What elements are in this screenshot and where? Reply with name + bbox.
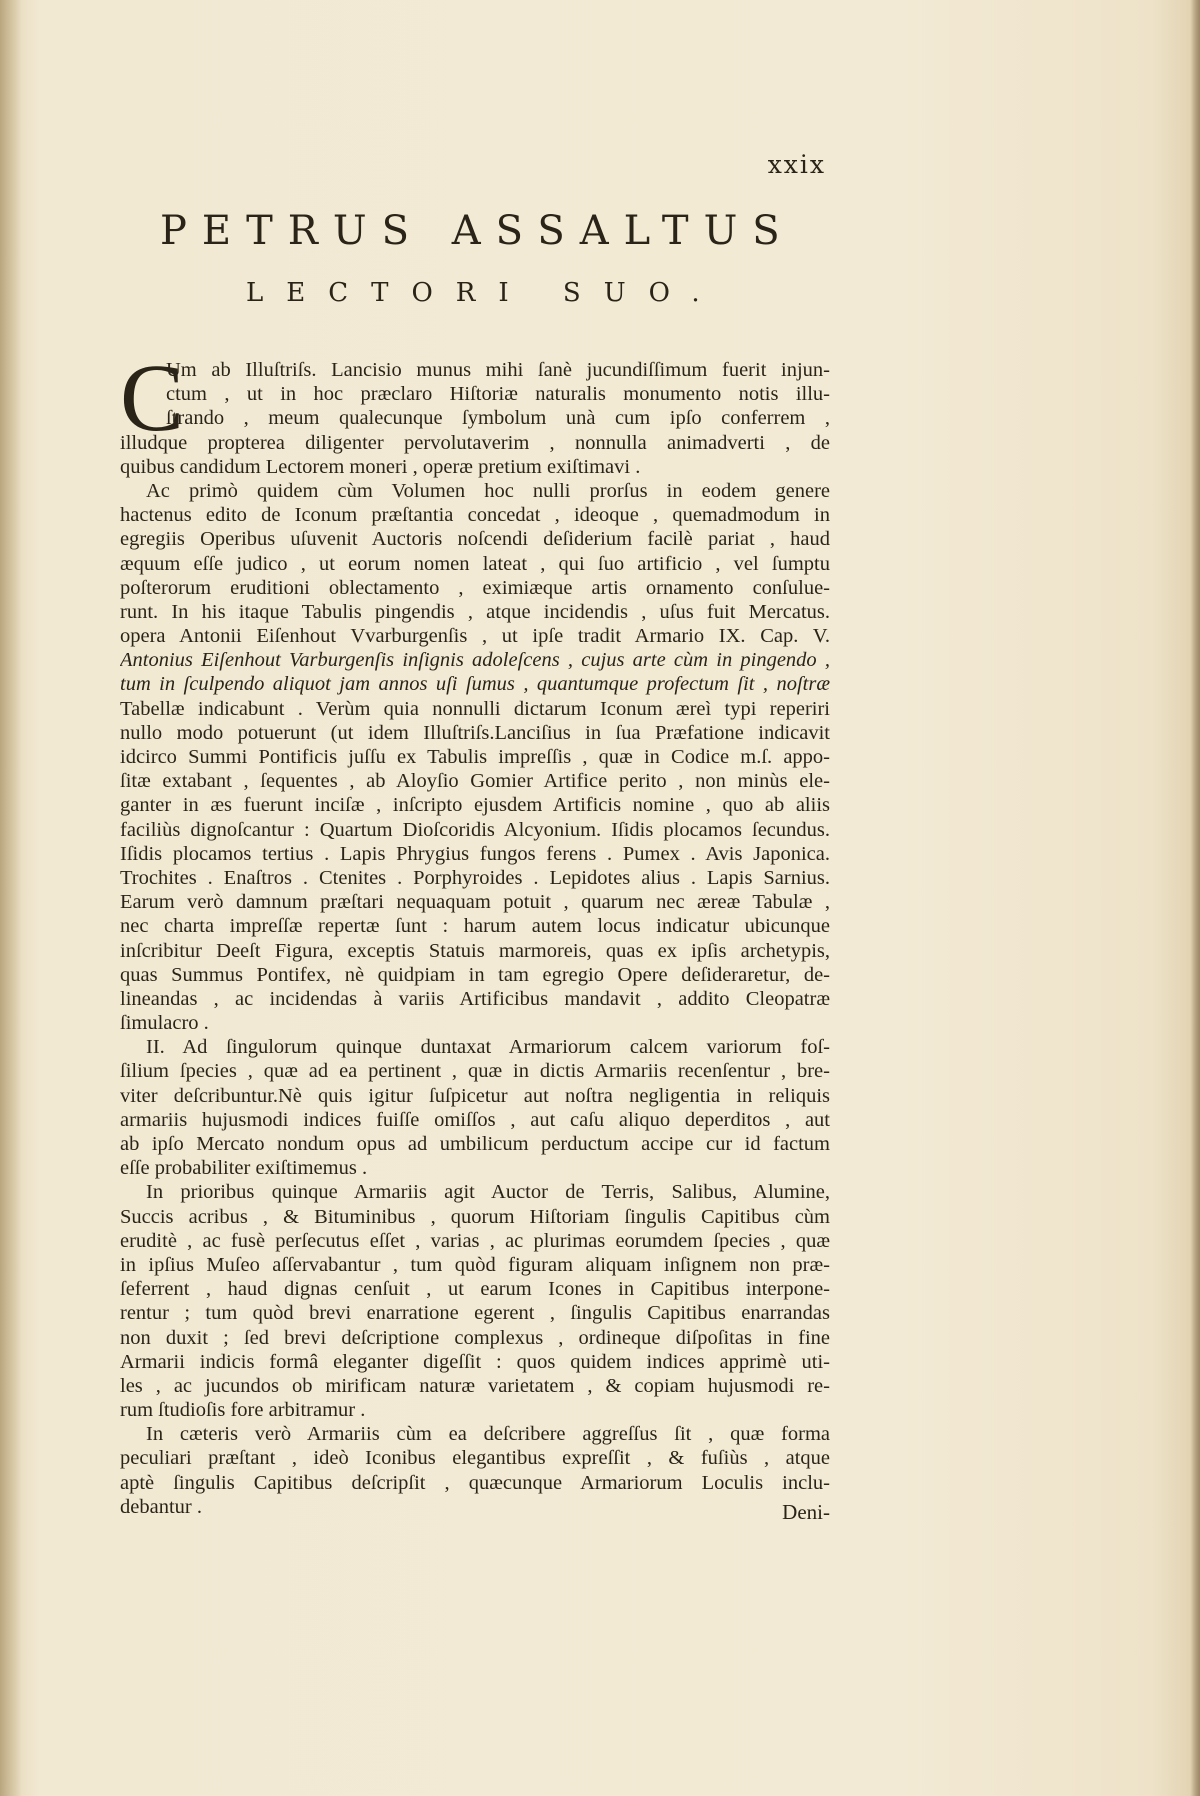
text-line: peculiari præſtant , ideò Iconibus elegantibus expreſſit , & fuſiùs , atque <box>120 1447 830 1470</box>
body-text <box>120 344 830 1519</box>
text-line: in ipſius Muſeo aſſervabantur , tum quòd figuram aliquam inſignem non præ- <box>120 1253 830 1276</box>
text-line: In prioribus quinque Armariis agit Auctor de Terris, Salibus, Alumine, <box>146 1181 830 1204</box>
text-line: II. Ad ſingulorum quinque duntaxat Armariorum calcem variorum foſ- <box>146 1036 830 1059</box>
text-line: Trochites . Enaſtros . Ctenites . Porphyroides . Lepidotes alius . Lapis Sarnius. <box>120 866 830 889</box>
text-line: non duxit ; ſed brevi deſcriptione complexus , ordineque diſpoſitas in fine <box>120 1326 830 1349</box>
text-line: faciliùs dignoſcantur : Quartum Dioſcoridis Alcyonium. Iſidis plocamos ſecundus. <box>120 818 830 841</box>
text-line: debantur . <box>120 1495 202 1518</box>
text-line: Ac primò quidem cùm Volumen hoc nulli prorſus in eodem genere <box>146 479 830 502</box>
text-line: Succis acribus , & Bituminibus , quorum Hiſtoriam ſingulis Capitibus cùm <box>120 1205 830 1228</box>
text-line: quas Summus Pontifex, nè quidpiam in tam egregio Opere deſideraretur, de- <box>120 963 830 986</box>
text-line: æquum eſſe judico , ut eorum nomen lateat , qui ſuo artificio , vel ſumptu <box>120 552 830 575</box>
text-line: Tabellæ indicabunt . Verùm quia nonnulli dictarum Iconum æreì typi reperiri <box>120 697 830 720</box>
page-title: PETRUS ASSALTUS <box>160 208 795 254</box>
text-line: lineandas , ac incidendas à variis Artificibus mandavit , addito Cleopatræ <box>120 987 830 1010</box>
page-subtitle: LECTORI SUO. <box>246 278 723 308</box>
text-line: ſimulacro . <box>120 1012 209 1035</box>
text-line: poſterorum eruditioni oblectamento , eximiæque artis ornamento conſulue- <box>120 576 830 599</box>
text-line: aptè ſingulis Capitibus deſcripſit , quæcunque Armariorum Loculis inclu- <box>120 1471 830 1494</box>
text-line: Um ab Illuſtriſs. Lancisio munus mihi ſanè jucundiſſimum fuerit injun- <box>166 359 830 381</box>
text-line: armariis hujusmodi indices fuiſſe omiſſos , aut caſu aliquo deperditos , aut <box>120 1108 830 1131</box>
text-line: ctum , ut in hoc præclaro Hiſtoriæ naturalis monumento notis illu- <box>166 383 830 406</box>
text-line: runt. In his itaque Tabulis pingendis , atque incidendis , uſus fuit Mercatus. <box>120 600 830 623</box>
text-line: eſſe probabiliter exiſtimemus . <box>120 1157 368 1180</box>
text-line: idcirco Summi Pontificis juſſu ex Tabulis impreſſis , quæ in Codice m.ſ. appo- <box>120 746 830 768</box>
text-line: rentur ; tum quòd brevi enarratione egerent , ſingulis Capitibus enarrandas <box>120 1302 830 1325</box>
text-line: egregiis Operibus uſuvenit Auctoris noſcendi deſiderium facilè pariat , haud <box>120 528 830 551</box>
text-line: Armarii indicis formâ eleganter digeſſit : quos quidem indices apprimè uti- <box>120 1350 830 1373</box>
text-line: inſcribitur Deeſt Figura, exceptis Statuis marmoreis, quas ex ipſis archetypis, <box>120 939 830 962</box>
catchword: Deni- <box>782 1500 830 1524</box>
text-line: les , ac jucundos ob mirificam naturæ varietatem , & copiam hujusmodi re- <box>120 1374 830 1397</box>
text-line: ſilium ſpecies , quæ ad ea pertinent , quæ in dictis Armariis recenſentur , bre- <box>120 1060 830 1083</box>
text-line: ab ipſo Mercato nondum opus ad umbilicum perductum accipe cur id factum <box>120 1133 830 1155</box>
text-lines <box>120 344 830 1519</box>
text-line: rum ſtudioſis fore arbitramur . <box>120 1399 366 1422</box>
text-line: Antonius Eiſenhout Varburgenſis inſignis adoleſcens , cujus arte cùm in pingendo , <box>120 649 830 672</box>
text-line: nullo modo potuerunt (ut idem Illuſtriſs.Lanciſius in ſua Præfatione indicavit <box>120 721 830 744</box>
page-edge-shadow <box>1190 0 1200 1796</box>
text-line: hactenus edito de Iconum præſtantia concedat , ideoque , quemadmodum in <box>120 504 830 527</box>
text-line: illudque propterea diligenter pervolutaverim , nonnulla animadverti , de <box>120 431 830 454</box>
text-line: tum in ſculpendo aliquot jam annos uſi ſumus , quantumque profectum ſit , noſtræ <box>120 673 830 696</box>
text-line: quibus candidum Lectorem moneri , operæ pretium exiſtimavi . <box>120 455 641 478</box>
drop-capital: C <box>120 344 185 451</box>
page-number: xxix <box>767 150 826 179</box>
text-line: nec charta impreſſæ repertæ ſunt : harum autem locus indicatur ubicunque <box>120 915 830 938</box>
text-line: ſtrando , meum qualecunque ſymbolum unà cum ipſo conferrem , <box>166 407 830 430</box>
text-line: viter deſcribuntur.Nè quis igitur ſuſpicetur aut noſtra negligentia in reliquis <box>120 1084 830 1107</box>
text-line: opera Antonii Eiſenhout Vvarburgenſis , ut ipſe tradit Armario IX. Cap. V. <box>120 625 830 648</box>
text-line: ſeferrent , haud dignas cenſuit , ut earum Icones in Capitibus interpone- <box>120 1278 830 1301</box>
page-binding-shadow <box>0 0 22 1796</box>
text-line: In cæteris verò Armariis cùm ea deſcribere aggreſſus ſit , quæ forma <box>146 1423 830 1446</box>
text-line: eruditè , ac fusè perſecutus eſſet , varias , ac plurimas eorumdem ſpecies , quæ <box>120 1229 830 1252</box>
text-line: ſitæ extabant , ſequentes , ab Aloyſio Gomier Artifice perito , non minùs ele- <box>120 770 830 793</box>
text-line: ganter in æs fuerunt inciſæ , inſcripto ejusdem Artificis nomine , quo ab aliis <box>120 794 830 817</box>
text-line: Iſidis plocamos tertius . Lapis Phrygius fungos ferens . Pumex . Avis Japonica. <box>120 842 830 865</box>
text-line: Earum verò damnum præſtari nequaquam potuit , quarum nec æreæ Tabulæ , <box>120 891 830 914</box>
